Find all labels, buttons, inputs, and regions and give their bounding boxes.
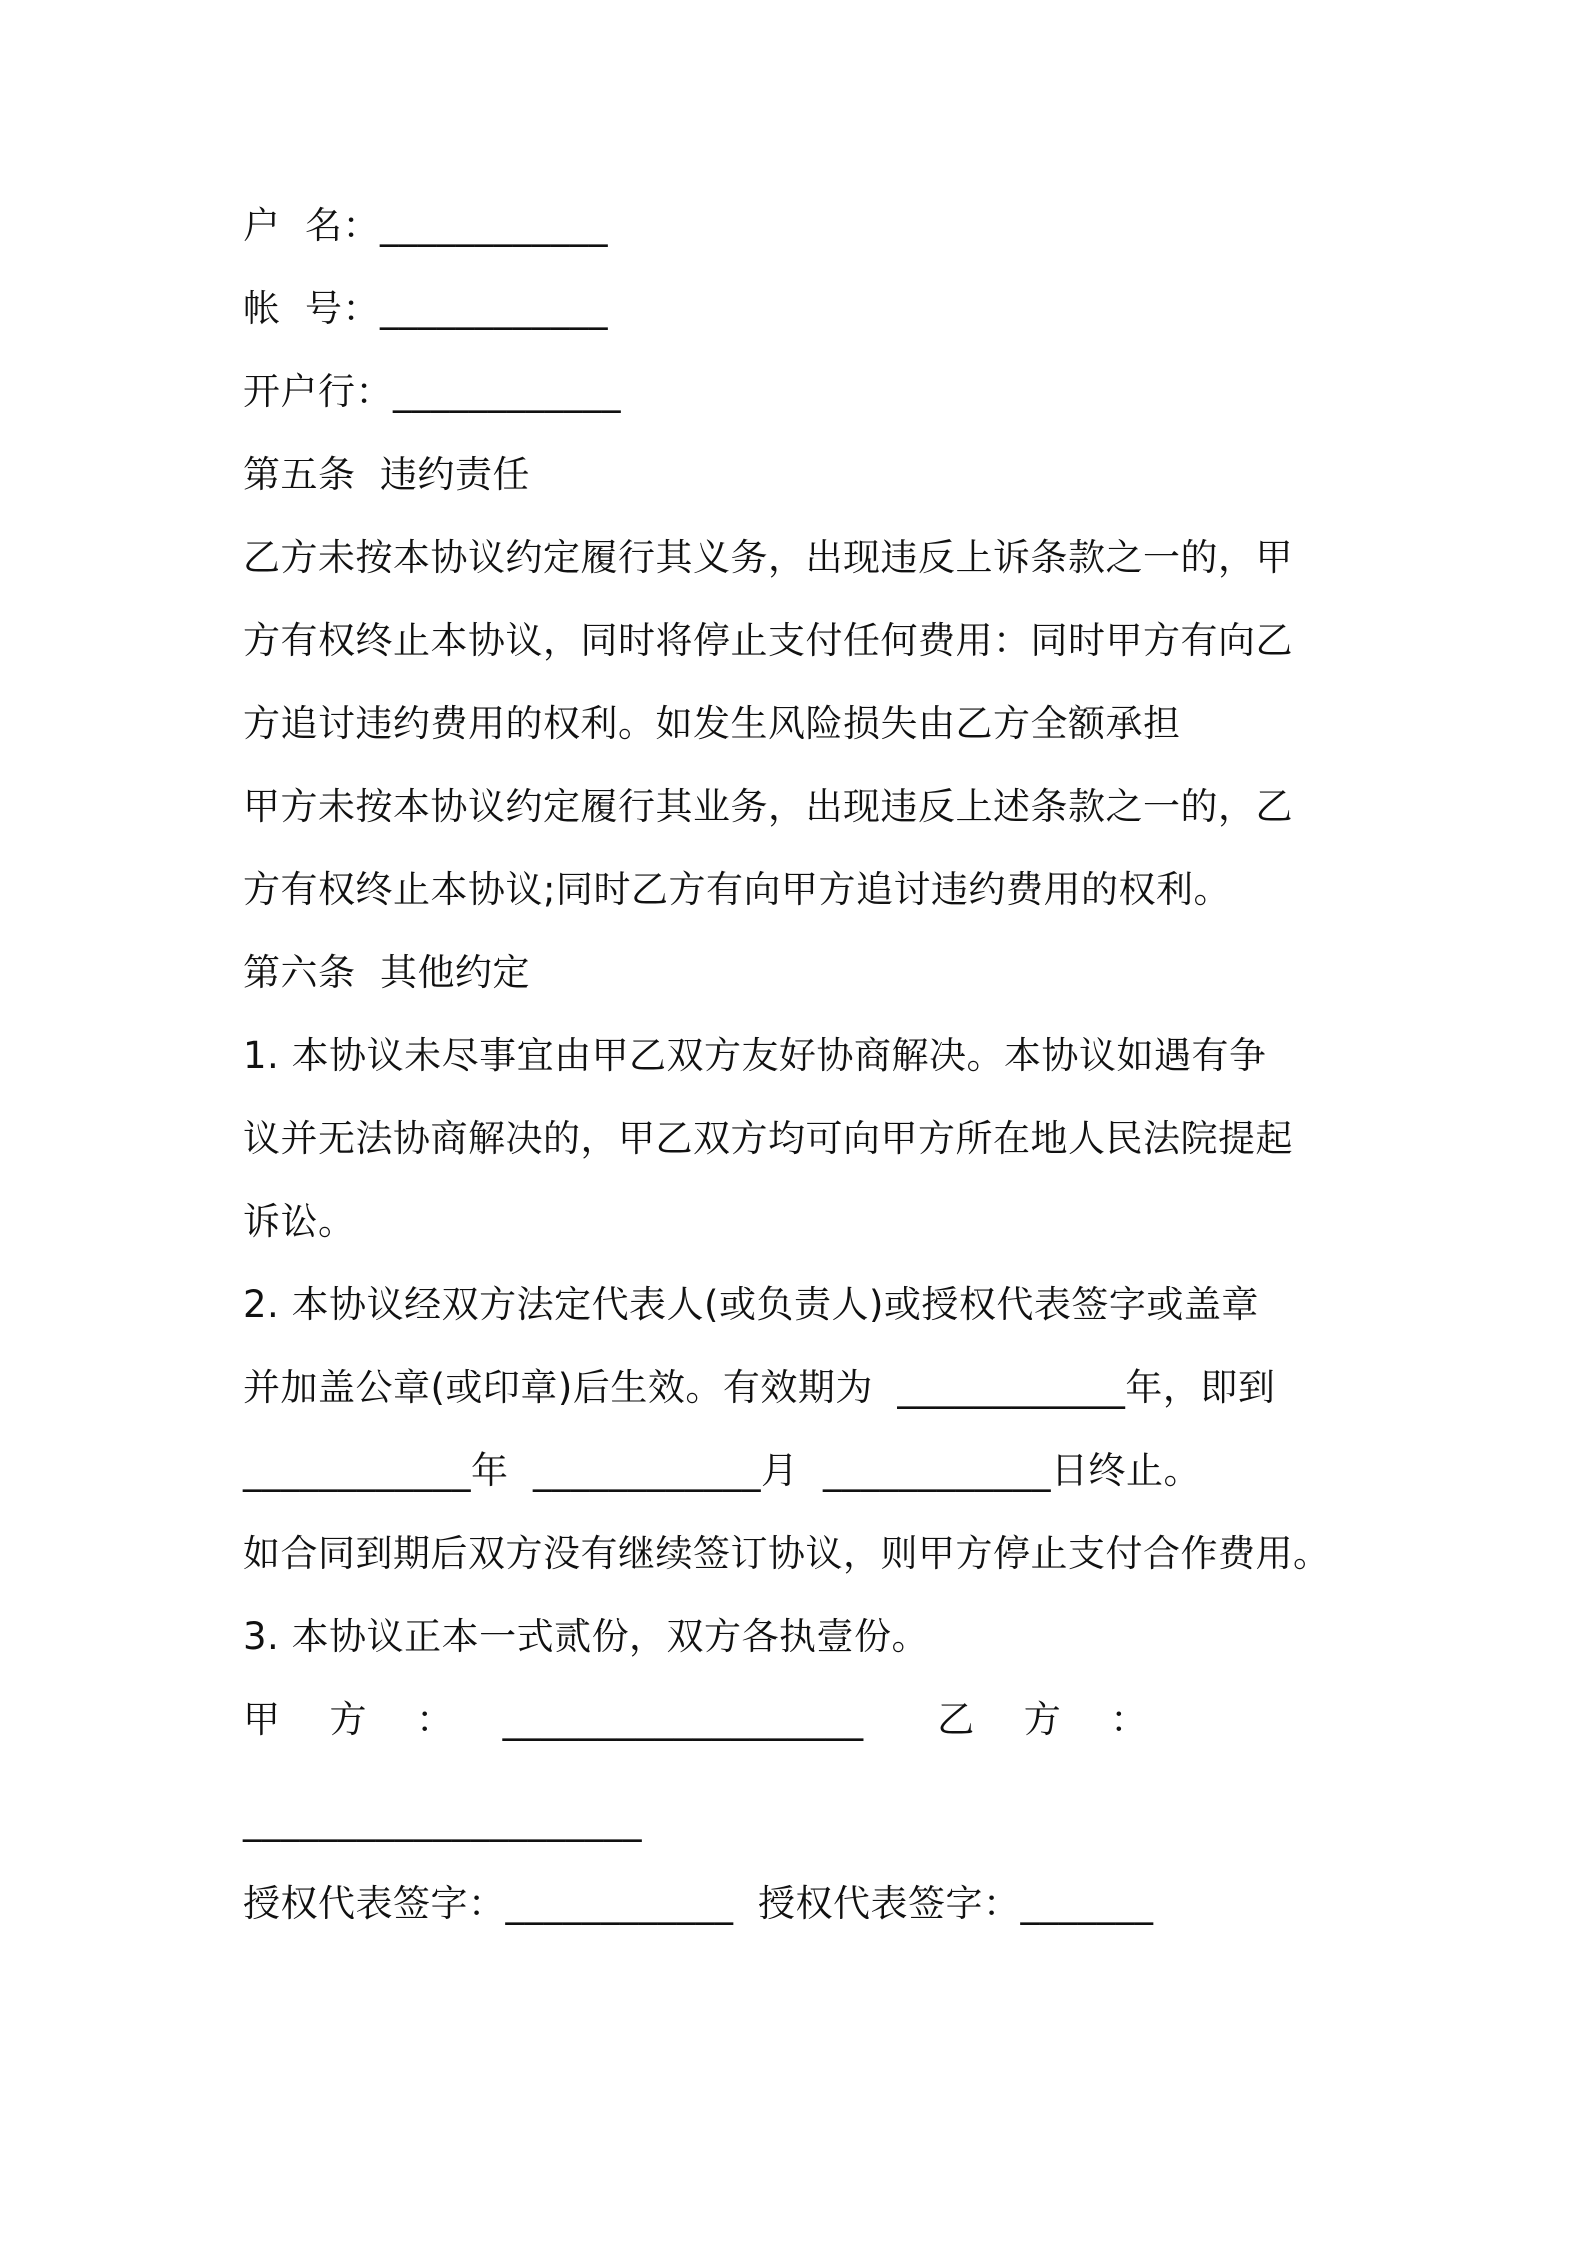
clause-2-line-1: 2. 本协议经双方法定代表人(或负责人)或授权代表签字或盖章	[243, 1283, 1259, 1326]
article-5-para-2-line-1: 甲方未按本协议约定履行其业务，出现违反上述条款之一的，乙	[243, 785, 1293, 828]
article-5-para-1-line-3: 方追讨违约费用的权利。如发生风险损失由乙方全额承担	[243, 702, 1181, 745]
clause-2-line-2: 并加盖公章(或印章)后生效。有效期为 ____________年，即到	[243, 1366, 1276, 1409]
party-line: 甲 方 ： ___________________ 乙 方 ：	[243, 1698, 1148, 1741]
article-5-heading: 第五条 违约责任	[243, 453, 531, 496]
article-6-heading: 第六条 其他约定	[243, 951, 531, 994]
clause-1-line-2: 议并无法协商解决的，甲乙双方均可向甲方所在地人民法院提起	[243, 1117, 1293, 1160]
clause-3-line: 3. 本协议正本一式贰份，双方各执壹份。	[243, 1615, 930, 1658]
article-5-para-1-line-2: 方有权终止本协议，同时将停止支付任何费用：同时甲方有向乙	[243, 619, 1293, 662]
clause-1-line-3: 诉讼。	[243, 1200, 356, 1243]
bank-line: 开户行：____________	[243, 370, 621, 413]
party-b-blank-line: _____________________	[243, 1799, 642, 1842]
signature-line: 授权代表签字：____________ 授权代表签字：_______	[243, 1882, 1154, 1925]
clause-2-line-3: ____________年 ____________月 ____________日终止。	[243, 1449, 1202, 1492]
clause-2-line-4: 如合同到期后双方没有继续签订协议，则甲方停止支付合作费用。	[243, 1532, 1331, 1575]
article-5-para-1-line-1: 乙方未按本协议约定履行其义务，出现违反上诉条款之一的，甲	[243, 536, 1293, 579]
account-name-line: 户 名：____________	[243, 204, 609, 247]
clause-1-line-1: 1. 本协议未尽事宜由甲乙双方友好协商解决。本协议如遇有争	[243, 1034, 1267, 1077]
article-5-para-2-line-2: 方有权终止本协议;同时乙方有向甲方追讨违约费用的权利。	[243, 868, 1231, 911]
account-number-line: 帐 号：____________	[243, 287, 609, 330]
